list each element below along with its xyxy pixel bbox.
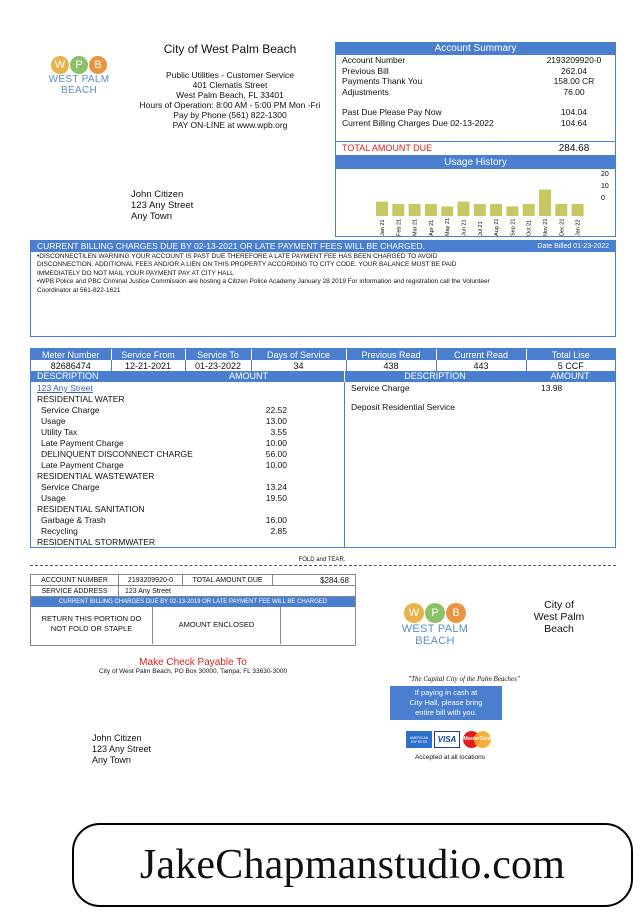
charge-row: Late Payment Charge 10.00 — [41, 438, 287, 448]
logo-letter-p: P — [425, 603, 445, 623]
tagline: "The Capital City of the Palm Beaches" — [408, 675, 520, 683]
wpb-logo — [34, 56, 124, 96]
usage-bar — [376, 202, 388, 216]
usage-ytick: 0 — [601, 195, 605, 202]
usage-bar — [458, 202, 470, 216]
utility-line: 401 Clematis Street — [192, 80, 268, 90]
charge-row: Recycling 2.85 — [41, 526, 287, 536]
summary-row: Account Number 2193209920-0 — [342, 55, 602, 65]
fold-line — [30, 565, 616, 566]
usage-history — [335, 156, 616, 237]
notice-line: Coordinator at 561-822-1621 — [37, 286, 121, 294]
usage-ytick: 10 — [601, 183, 609, 190]
logo-letter-p: P — [70, 56, 88, 74]
amount-enclosed-field[interactable] — [281, 607, 355, 644]
stub-acct-label: ACCOUNT NUMBER — [31, 575, 119, 585]
utility-line: Public Utilities - Customer Service — [165, 70, 294, 80]
payable-section — [60, 657, 326, 675]
charge-row: RESIDENTIAL SANITATION — [37, 504, 145, 514]
stub-due-label: TOTAL AMOUNT DUE — [183, 575, 273, 585]
charge-row: RESIDENTIAL WATER — [37, 394, 125, 404]
amex-icon: AMERICAN EXPRESS — [406, 731, 432, 748]
notice-line: IMMEDIATELY DO NOT MAIL YOUR PAYMENT PAY AT CITY HALL — [37, 269, 234, 277]
account-summary — [335, 42, 616, 156]
stub-acct-value: 2193209920-0 — [119, 575, 183, 585]
charge-row: Usage 13.00 — [41, 416, 287, 426]
utility-line: Pay by Phone (561) 822-1300 — [173, 110, 287, 120]
charge-row: Usage 19.50 — [41, 493, 287, 503]
charge-row: Service Charge 13.98 — [351, 383, 563, 393]
summary-row: Current Billing Charges Due 02-13-2022 104.64 — [342, 117, 587, 128]
usage-ytick: 20 — [601, 171, 609, 178]
card-logos — [406, 731, 492, 748]
total-label: TOTAL AMOUNT DUE — [342, 143, 433, 153]
stub-return-text: RETURN THIS PORTION DO NOT FOLD OR STAPLE — [31, 607, 153, 644]
cash-note: If paying in cash at City Hall, please bring entire bill with you. — [390, 686, 502, 720]
usage-bar — [441, 206, 453, 216]
usage-month-label: Feb 21 — [396, 218, 403, 236]
usage-month-label: Jul 21 — [477, 221, 484, 236]
usage-month-label: Mar 21 — [412, 218, 419, 236]
logo-letter-b: B — [446, 603, 466, 623]
account-summary-title: Account Summary — [336, 43, 615, 55]
charge-row: DELINQUENT DISCONNECT CHARGE 56.00 — [41, 449, 287, 459]
usage-bar — [555, 204, 567, 216]
charges-section — [30, 348, 616, 548]
cards-accepted: Accepted at all locations — [414, 754, 486, 761]
stub-due-value: $284.68 — [320, 576, 349, 585]
customer-street: 123 Any Street — [131, 200, 194, 211]
charge-row: Service Charge 13.24 — [41, 482, 287, 492]
utility-line: Hours of Operation: 8:00 AM - 5:00 PM Mon -Fri — [139, 100, 321, 110]
billing-notice — [30, 240, 616, 337]
watermark-box — [72, 823, 633, 907]
customer-town: Any Town — [131, 211, 173, 222]
remit-address — [92, 733, 151, 766]
charge-row: Utility Tax 3.55 — [41, 427, 287, 437]
stub-logo — [381, 603, 489, 647]
usage-bar — [539, 190, 551, 216]
stub-city: City of West Palm Beach — [533, 599, 585, 635]
summary-row: Previous Bill 262.04 — [342, 65, 587, 76]
usage-month-label: Nov 21 — [543, 218, 549, 236]
meter-table — [31, 349, 615, 371]
usage-month-label: Dec 21 — [559, 218, 566, 236]
customer-name: John Citizen — [92, 733, 142, 743]
date-billed: Date Billed 01-23-2022 — [537, 243, 609, 250]
logo-text: WEST PALM BEACH — [401, 623, 469, 647]
usage-history-title: Usage History — [336, 157, 615, 169]
payable-title: Make Check Payable To — [139, 657, 247, 668]
usage-bar — [425, 204, 437, 216]
watermark-text: JakeChapmanstudio.com — [139, 842, 566, 888]
logo-text: WEST PALM BEACH — [48, 74, 110, 96]
charge-row: RESIDENTIAL WASTEWATER — [37, 471, 155, 481]
charge-row: Garbage & Trash 16.00 — [41, 515, 287, 525]
usage-bar — [409, 204, 421, 216]
charges-right — [345, 382, 615, 547]
customer-address — [131, 189, 193, 222]
utility-info — [128, 42, 332, 130]
fold-label: FOLD and TEAR. — [298, 557, 346, 563]
total-value: 284.68 — [558, 143, 590, 154]
total-amount-due — [336, 141, 615, 155]
service-address-link[interactable]: 123 Any Street — [37, 383, 93, 393]
charge-row: Service Charge 22.52 — [41, 405, 287, 415]
notice-line: •WPB Police and PBC Criminal Justice Commission are hosting a Citizen Police Academy January 28 2019 For information and registration call the Volunteer — [37, 278, 490, 286]
summary-row: Past Due Please Pay Now 104.04 — [342, 107, 587, 117]
usage-bar — [506, 206, 518, 216]
usage-month-label: May 21 — [445, 217, 452, 236]
stub-enclosed-label: AMOUNT ENCLOSED — [153, 607, 281, 644]
notice-line: DISCONNECTION. ADDITIONAL FEES AND/OR A LIEN ON THIS PROPERTY ACCORDING TO CITY CODE, YOUR BALANCE MUST BE PAID — [37, 261, 457, 269]
usage-bar — [490, 204, 502, 216]
usage-bar — [474, 204, 486, 216]
usage-bar — [572, 204, 584, 216]
notice-header — [31, 241, 615, 252]
meter-value-row: 82686474 12-21-2021 01-23-2022 34 438 443 5 CCF — [31, 360, 615, 371]
charge-row: Deposit Residential Service — [351, 402, 455, 412]
notice-title: CURRENT BILLING CHARGES DUE BY 02-13-2021 OR LATE PAYMENT FEES WILL BE CHARGED. — [37, 241, 425, 251]
stub-svc-value: 123 Any Street — [125, 588, 171, 595]
usage-month-label: Jan 21 — [380, 219, 386, 236]
usage-month-label: Oct 21 — [526, 219, 533, 236]
logo-letter-w: W — [404, 603, 424, 623]
logo-letter-w: W — [51, 56, 69, 74]
utility-line: West Palm Beach, FL 33401 — [176, 90, 284, 100]
utility-city: City of West Palm Beach — [163, 42, 297, 56]
usage-bar — [523, 204, 535, 216]
charge-row: Late Payment Charge 10.00 — [41, 460, 287, 470]
usage-month-label: Aug 21 — [494, 218, 501, 236]
usage-chart — [336, 169, 615, 236]
usage-month-label: Jun 21 — [461, 219, 468, 236]
summary-row: Adjustments 76.00 — [342, 86, 585, 97]
charge-row: RESIDENTIAL STORMWATER — [37, 537, 156, 547]
usage-month-label: Jan 22 — [575, 219, 582, 236]
payment-stub — [30, 574, 356, 646]
customer-town: Any Town — [92, 755, 131, 765]
logo-letter-b: B — [89, 56, 107, 74]
utility-line: PAY ON-LINE at www.wpb.org — [172, 120, 288, 130]
usage-month-label: Apr 21 — [428, 219, 435, 236]
stub-svc-label: SERVICE ADDRESS — [31, 586, 119, 596]
payable-address: City of West Palm Beach, PO Box 30000, Tampa, FL 33630-3000 — [98, 668, 288, 675]
customer-name: John Citizen — [131, 189, 184, 200]
usage-bar — [392, 204, 404, 216]
mastercard-icon: MasterCard — [462, 731, 492, 748]
customer-street: 123 Any Street — [92, 744, 152, 754]
notice-line: •DISCONNECTILEN WARNING YOUR ACCOUNT IS PAST DUE THEREFORE A LATE PAYMENT FEE HAS BEEN CHARGED TO AVOID — [37, 253, 438, 260]
visa-icon: VISA — [434, 731, 460, 748]
meter-header-row: Meter Number Service From Service To Days of Service Previous Read Current Read Total Lise — [31, 349, 615, 360]
stub-banner: CURRENT BILLING CHARGES DUE BY 02-13-2019 OR LATE PAYMENT FEE WILL BE CHARGED — [31, 597, 355, 607]
summary-row: Payments Thank You 158.00 CR — [342, 76, 595, 86]
charges-left — [31, 382, 345, 547]
description-header: DESCRIPTION AMOUNT DESCRIPTION AMOUNT — [31, 371, 615, 382]
usage-month-label: Sep 21 — [510, 218, 517, 236]
